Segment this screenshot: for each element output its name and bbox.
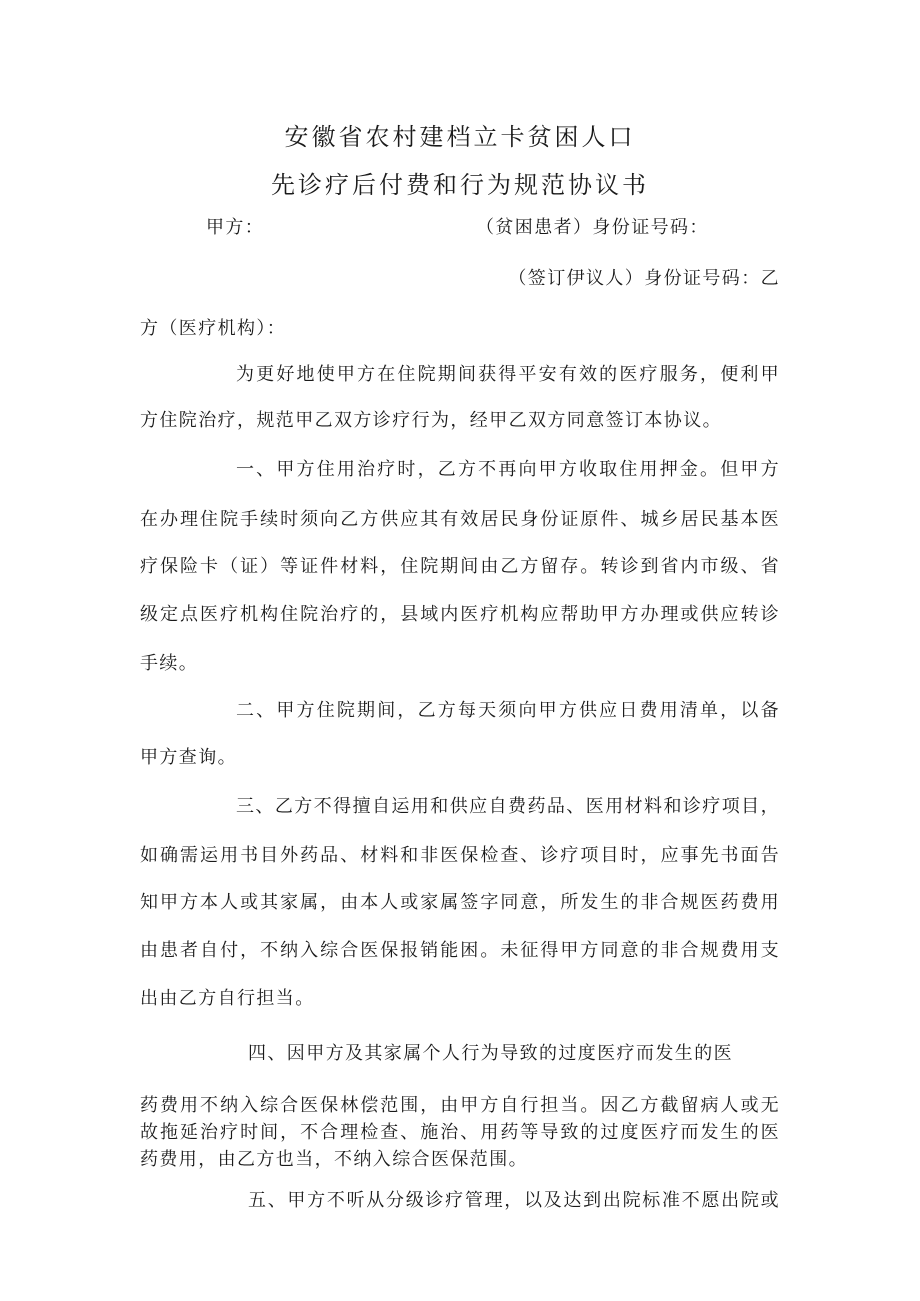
intro-line: 方住院治疗，规范甲乙双方诊疗行为，经甲乙双方同意签订本协议。 — [140, 410, 722, 431]
clause-2-line: 二、甲方住院期间，乙方每天须向甲方供应日费用清单，以备 — [236, 700, 780, 721]
clause-1-line: 手续。 — [140, 653, 199, 674]
clause-3-line: 如确需运用书目外药品、材料和非医保检查、诊疗项目时，应事先书面告 — [140, 845, 780, 866]
clause-3-line: 三、乙方不得擅自运用和供应自费药品、医用材料和诊疗项目， — [236, 796, 780, 817]
party-b-label: 方（医疗机构）： — [140, 318, 287, 339]
clause-3-line: 出由乙方自行担当。 — [140, 988, 315, 1009]
clause-1-line: 级定点医疗机构住院治疗的，县域内医疗机构应帮助甲方办理或供应转诊 — [140, 604, 780, 625]
clause-4-line: 四、因甲方及其家属个人行为导致的过度医疗而发生的医 — [248, 1043, 733, 1064]
clause-4-line: 药费用，由乙方也当，不纳入综合医保范围。 — [140, 1149, 528, 1170]
party-a-label: 甲方： — [206, 217, 265, 238]
clause-1-line: 一、甲方住用治疗时，乙方不再向甲方收取住用押金。但甲方 — [236, 459, 780, 480]
clause-4-line: 药费用不纳入综合医保林偿范围，由甲方自行担当。因乙方截留病人或无 — [140, 1095, 780, 1116]
document-title-line-1: 安徽省农村建档立卡贫困人口 — [284, 123, 636, 151]
document-title-line-2: 先诊疗后付费和行为规范协议书 — [271, 171, 649, 199]
clause-4-line: 故拖延治疗时间，不合理检查、施治、用药等导致的过度医疗而发生的医 — [140, 1122, 780, 1143]
intro-line: 为更好地使甲方在住院期间获得平安有效的医疗服务，便利甲 — [236, 364, 780, 385]
clause-2-line: 甲方查询。 — [140, 747, 237, 768]
signer-id-label: （签订伊议人）身份证号码：乙 — [508, 268, 780, 289]
clause-3-line: 由患者自付，不纳入综合医保报销能困。未征得甲方同意的非合规费用支 — [140, 940, 780, 961]
clause-1-line: 疗保险卡（证）等证件材料，住院期间由乙方留存。转诊到省内市级、省 — [140, 556, 780, 577]
clause-1-line: 在办理住院手续时须向乙方供应其有效居民身份证原件、城乡居民基本医 — [140, 509, 780, 530]
clause-5-line: 五、甲方不听从分级诊疗管理，以及达到出院标准不愿出院或 — [248, 1190, 780, 1211]
clause-3-line: 知甲方本人或其家属，由本人或家属签字同意，所发生的非合规医药费用 — [140, 892, 780, 913]
party-a-id-label: （贫困患者）身份证号码： — [476, 217, 709, 238]
